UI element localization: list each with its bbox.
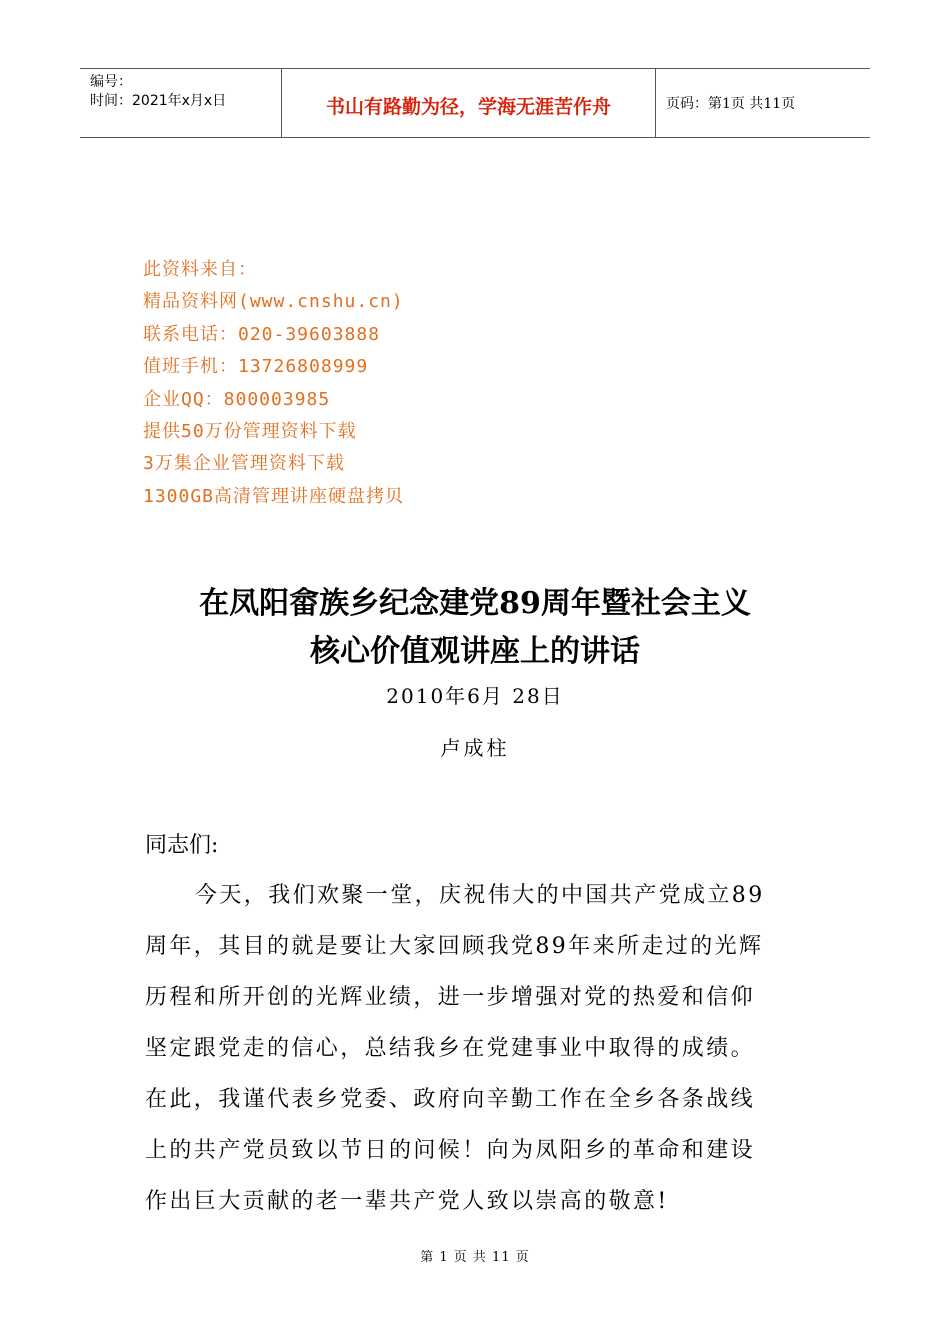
header-motto: 书山有路勤为径，学海无涯苦作舟 bbox=[282, 69, 656, 137]
body-line: 周年，其目的就是要让大家回顾我党89年来所走过的光辉 bbox=[145, 934, 764, 959]
header-table bbox=[80, 68, 870, 138]
body-line: 在此，我谨代表乡党委、政府向辛勤工作在全乡各条战线 bbox=[145, 1087, 756, 1112]
promo-line: 值班手机：13726808999 bbox=[143, 356, 369, 378]
document-title-line-1: 在凤阳畲族乡纪念建党89周年暨社会主义 bbox=[199, 586, 751, 621]
promo-line: 1300GB高清管理讲座硬盘拷贝 bbox=[143, 485, 405, 507]
header-time-label: 时间：2021年x月x日 bbox=[90, 93, 227, 109]
body-line: 坚定跟党走的信心，总结我乡在党建事业中取得的成绩。 bbox=[145, 1036, 756, 1061]
promo-line: 联系电话：020-39603888 bbox=[143, 323, 381, 345]
promo-line: 提供50万份管理资料下载 bbox=[143, 421, 357, 443]
document-title-line-2: 核心价值观讲座上的讲话 bbox=[310, 634, 640, 669]
header-number-label: 编号： bbox=[90, 74, 132, 90]
body-line: 作出巨大贡献的老一辈共产党人致以崇高的敬意! bbox=[145, 1189, 669, 1214]
page-footer: 第 1 页 共 11 页 bbox=[420, 1250, 530, 1265]
document-author: 卢成柱 bbox=[440, 736, 510, 760]
header-page-info: 页码：第1页 共11页 bbox=[666, 96, 796, 112]
header-meta-cell bbox=[80, 69, 282, 137]
promo-block bbox=[143, 254, 404, 513]
promo-line: 此资料来自： bbox=[143, 259, 257, 280]
body-line: 上的共产党员致以节日的问候！向为凤阳乡的革命和建设 bbox=[145, 1138, 756, 1163]
promo-line: 3万集企业管理资料下载 bbox=[143, 453, 345, 475]
body-paragraph bbox=[145, 870, 810, 1227]
body-line: 今天，我们欢聚一堂，庆祝伟大的中国共产党成立89 bbox=[195, 883, 765, 908]
salutation: 同志们: bbox=[145, 833, 219, 858]
promo-line: 企业QQ：800003985 bbox=[143, 388, 331, 410]
document-date: 2010年6月 28日 bbox=[386, 684, 564, 708]
body-line: 历程和所开创的光辉业绩，进一步增强对党的热爱和信仰 bbox=[145, 985, 756, 1010]
promo-line: 精品资料网(www.cnshu.cn) bbox=[143, 291, 404, 313]
